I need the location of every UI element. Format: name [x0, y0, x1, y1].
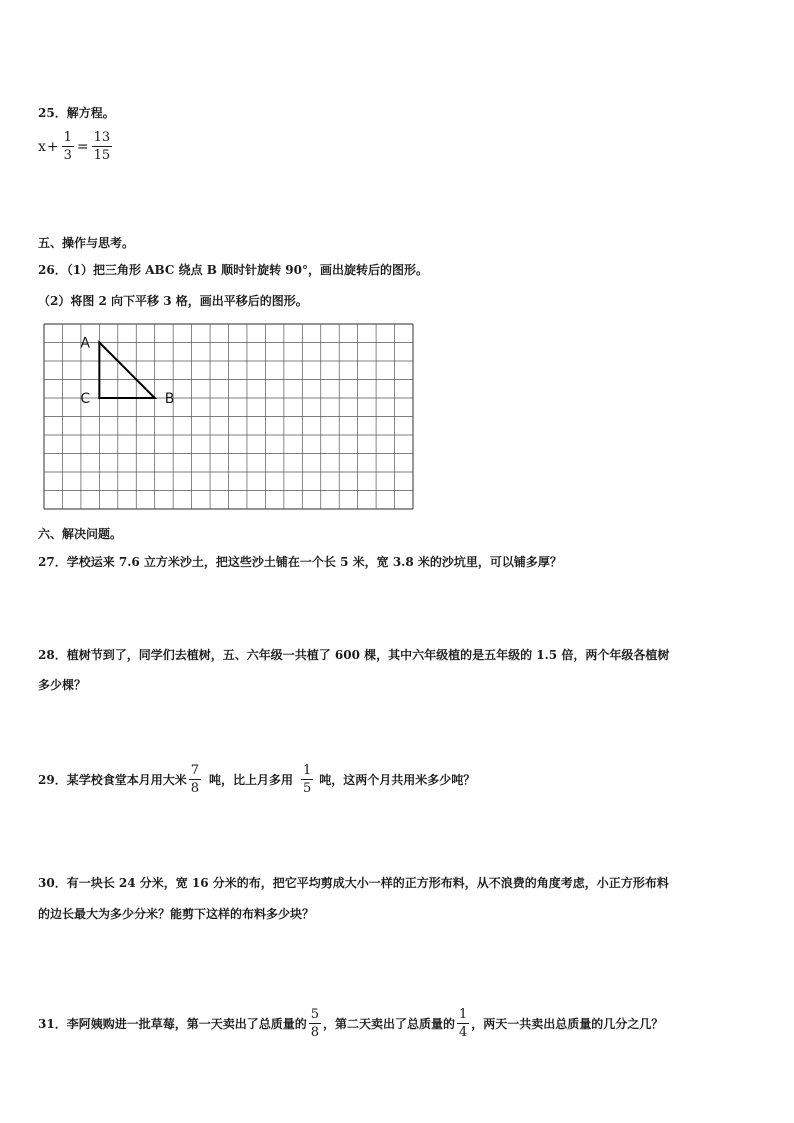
q28-line1: 28．植树节到了，同学们去植树，五、六年级一共植了 600 棵，其中六年级植的是五年级的 1.5 倍，两个年级各植树	[38, 648, 670, 662]
fraction-denominator: 15	[93, 148, 111, 163]
fraction-numerator: 1	[303, 763, 312, 778]
fraction-numerator: 5	[310, 1007, 319, 1022]
fraction-numerator: 1	[63, 130, 72, 145]
q31-part2: ，第二天卖出了总质量的	[322, 1017, 455, 1031]
triangle-abc	[99, 343, 154, 399]
fraction-numerator: 13	[93, 130, 111, 145]
equation-fraction-1	[62, 131, 74, 162]
equation-variable: x	[38, 138, 46, 155]
q28-line2: 多少棵？	[38, 678, 87, 692]
section5-title: 五、操作与思考。	[38, 236, 135, 250]
q29-text	[38, 764, 475, 795]
vertex-label-a: A	[80, 335, 90, 352]
fraction-denominator: 3	[63, 148, 72, 163]
q26-line2: （2）将图 2 向下平移 3 格，画出平移后的图形。	[38, 294, 308, 308]
q27-text: 27．学校运来 7.6 立方米沙土，把这些沙土铺在一个长 5 米，宽 3.8 米的沙坑里，可以铺多厚？	[38, 555, 562, 569]
grid-svg	[43, 323, 414, 510]
q31-fraction-2	[457, 1008, 469, 1039]
q30-line2: 的边长最大为多少分米？能剪下这样的布料多少块？	[38, 907, 315, 921]
q31-fraction-1	[309, 1008, 321, 1039]
equation-plus: +	[46, 138, 59, 155]
section6-title: 六、解决问题。	[38, 527, 123, 541]
q25-equation	[38, 131, 114, 162]
vertex-label-c: C	[80, 391, 91, 407]
q25-heading: 25．解方程。	[38, 106, 115, 120]
q29-part3: 吨，这两个月共用米多少吨？	[319, 773, 476, 787]
q29-fraction-1	[189, 764, 201, 795]
q26-line1: 26．（1）把三角形 ABC 绕点 B 顺时针旋转 90°，画出旋转后的图形。	[38, 263, 429, 277]
q31-part3: ，两天一共卖出总质量的几分之几？	[471, 1017, 664, 1031]
fraction-denominator: 8	[190, 781, 199, 796]
fraction-denominator: 4	[459, 1025, 468, 1040]
q31-text	[38, 1008, 663, 1039]
equation-equals: =	[76, 138, 89, 155]
q29-fraction-2	[301, 764, 313, 795]
q30-line1: 30．有一块长 24 分米，宽 16 分米的布，把它平均剪成大小一样的正方形布料，从不浪费的角度考虑，小正方形布料	[38, 876, 669, 890]
fraction-denominator: 8	[310, 1025, 319, 1040]
fraction-numerator: 7	[190, 763, 199, 778]
q26-grid-figure	[43, 323, 414, 510]
equation-fraction-2	[92, 131, 113, 162]
fraction-numerator: 1	[459, 1007, 468, 1022]
fraction-denominator: 5	[303, 781, 312, 796]
q31-part1: 31．李阿姨购进一批草莓，第一天卖出了总质量的	[38, 1017, 307, 1031]
q29-part1: 29．某学校食堂本月用大米	[38, 773, 187, 787]
vertex-label-b: B	[164, 391, 175, 407]
q29-part2: 吨，比上月多用	[208, 773, 293, 787]
